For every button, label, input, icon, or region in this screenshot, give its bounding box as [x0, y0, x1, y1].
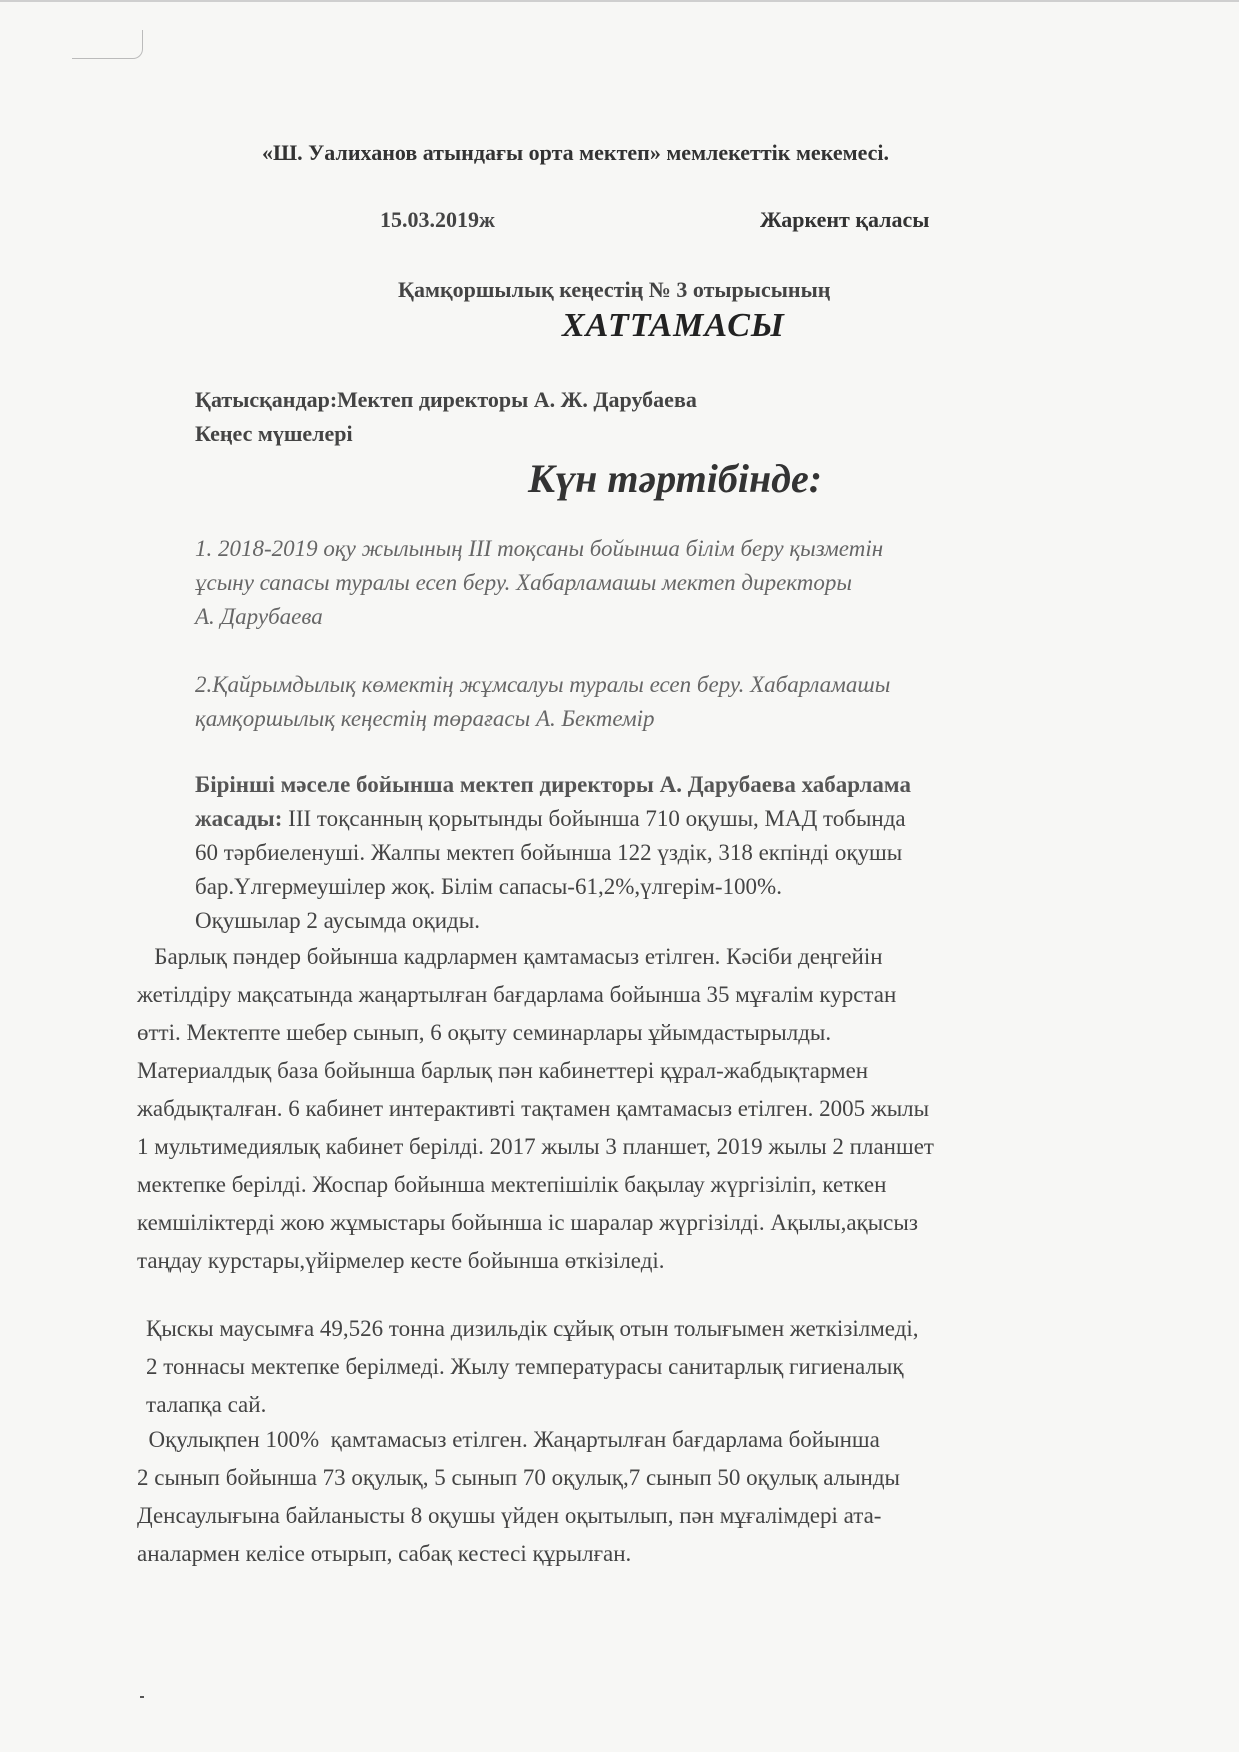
first-issue-bold: жасады: — [195, 806, 283, 831]
body-line: 2 сынып бойынша 73 оқулық, 5 сынып 70 оқулық,7 сынып 50 оқулық алынды — [137, 1465, 900, 1490]
agenda-line: А. Дарубаева — [195, 604, 323, 629]
protocol-title: ХАТТАМАСЫ — [562, 307, 785, 344]
first-issue-line — [195, 802, 911, 836]
body-line: аналармен келісе отырып, сабақ кестесі құрылған. — [137, 1541, 632, 1566]
first-issue-line: Бірінші мәселе бойынша мектеп директоры А. Дарубаева хабарлама — [195, 772, 911, 797]
scan-mark — [72, 30, 143, 59]
body-line: 2 тоннасы мектепке берілмеді. Жылу температурасы санитарлық гигиеналық — [146, 1354, 904, 1379]
document-date: 15.03.2019ж — [380, 207, 495, 232]
body-line: талапқа сай. — [146, 1392, 267, 1417]
scan-speck — [140, 1696, 144, 1698]
council-line: Қамқоршылық кеңестің № 3 отырысының — [398, 277, 831, 302]
agenda-line: 2.Қайрымдылық көмектің жұмсалуы туралы есеп беру. Хабарламашы — [195, 672, 891, 697]
first-issue-line: Оқушылар 2 аусымда оқиды. — [195, 908, 480, 933]
scan-edge — [0, 0, 1239, 2]
body-line: Материалдық база бойынша барлық пән кабинеттері құрал-жабдықтармен — [137, 1058, 869, 1083]
first-issue-line: 60 тәрбиеленуші. Жалпы мектеп бойынша 122 үздік, 318 екпінді оқушы — [195, 840, 903, 865]
agenda-title: Күн тәртібінде: — [528, 456, 823, 501]
first-issue-line: бар.Үлгермеушілер жоқ. Білім сапасы-61,2%,үлгерім-100%. — [195, 874, 782, 899]
organization-title: «Ш. Уалиханов атындағы орта мектеп» мемлекеттік мекемесі. — [262, 140, 889, 165]
body-line: жабдықталған. 6 кабинет интерактивті тақтамен қамтамасыз етілген. 2005 жылы — [137, 1096, 930, 1121]
body-line: Қыскы маусымға 49,526 тонна дизильдік сұйық отын толығымен жеткізілмеді, — [146, 1316, 919, 1341]
body-paragraph-1 — [137, 938, 934, 1280]
document-city: Жаркент қаласы — [760, 207, 930, 232]
agenda-line: қамқоршылық кеңестің төрағасы А. Бектемір — [195, 706, 655, 731]
body-line: кемшіліктерді жою жұмыстары бойынша іс шаралар жүргізілді. Ақылы,ақысыз — [137, 1210, 918, 1235]
participants — [195, 383, 697, 451]
body-line: өтті. Мектепте шебер сынып, 6 оқыту семинарлары ұйымдастырылды. — [137, 1020, 832, 1045]
agenda-item-1 — [195, 532, 883, 634]
body-line: мектепке берілді. Жоспар бойынша мектепішілік бақылау жүргізіліп, кеткен — [137, 1172, 887, 1197]
body-line: Денсаулығына байланысты 8 оқушы үйден оқытылып, пән мұғалімдері ата- — [137, 1503, 882, 1528]
participants-line: Қатысқандар:Мектеп директоры А. Ж. Дарубаева — [195, 387, 697, 412]
body-line: таңдау курстары,үйірмелер кесте бойынша өткізіледі. — [137, 1248, 665, 1273]
body-line: Барлық пәндер бойынша кадрлармен қамтамасыз етілген. Кәсіби деңгейін — [137, 944, 883, 969]
body-line: Оқулықпен 100% қамтамасыз етілген. Жаңартылған бағдарлама бойынша — [137, 1427, 880, 1452]
first-issue — [195, 768, 911, 938]
agenda-line: ұсыну сапасы туралы есеп беру. Хабарламашы мектеп директоры — [195, 570, 852, 595]
first-issue-text: ІІІ тоқсанның қорытынды бойынша 710 оқушы, МАД тобында — [282, 806, 906, 831]
agenda-line: 1. 2018-2019 оқу жылының ІІІ тоқсаны бойынша білім беру қызметін — [195, 536, 884, 561]
body-paragraph-3 — [137, 1421, 900, 1573]
participants-line: Кеңес мүшелері — [195, 421, 353, 446]
body-paragraph-2 — [146, 1310, 919, 1424]
body-line: жетілдіру мақсатында жаңартылған бағдарлама бойынша 35 мұғалім курстан — [137, 982, 897, 1007]
body-line: 1 мультимедиялық кабинет берілді. 2017 жылы 3 планшет, 2019 жылы 2 планшет — [137, 1134, 934, 1159]
agenda-item-2 — [195, 668, 890, 736]
